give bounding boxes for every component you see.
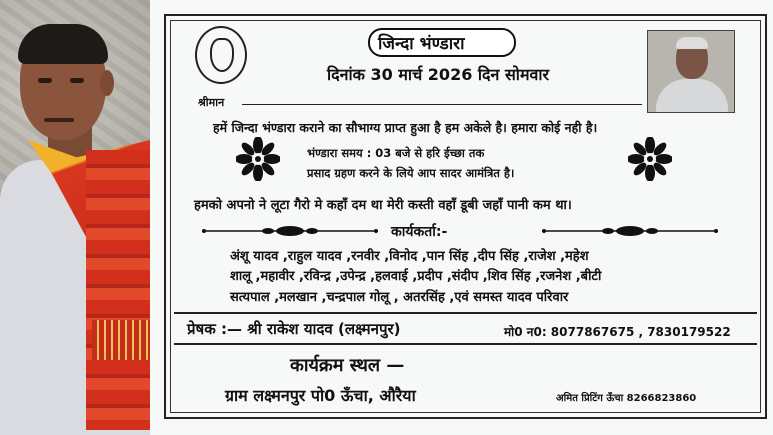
- date-line: दिनांक 30 मार्च 2026 दिन सोमवार: [327, 65, 550, 84]
- hair: [18, 24, 108, 64]
- left-eye: [38, 78, 52, 83]
- ganesh-figure: [210, 38, 234, 72]
- invitation-line: प्रसाद ग्रहण करने के लिये आप सादर आमंत्रित है।: [307, 166, 515, 180]
- intro-line: हमें जिन्दा भंण्डारा कराने का सौभाग्य प्राप्त हुआ है हम अकेले है। हमारा कोई नही है।: [213, 120, 598, 135]
- workers-heading: कार्यकर्ता:-: [391, 224, 448, 240]
- ganesh-emblem-icon: [195, 26, 247, 84]
- ornamental-divider-icon: [540, 224, 720, 238]
- scarf-border: [92, 320, 150, 360]
- card-title: जिन्दा भंण्डारा: [378, 34, 465, 54]
- couplet-line: हमको अपनो ने लूटा गैरो मे कहाँ दम था मेरी कस्ती वहाँ डूबी जहाँ पानी कम था।: [194, 198, 572, 213]
- scarf-stripes: [86, 150, 150, 430]
- ornamental-divider-icon: [200, 224, 380, 238]
- workers-names-line: शालू ,महावीर ,रविन्द्र ,उपेन्द्र ,हलवाई ,प्रदीप ,संदीप ,शिव सिंह ,रजनेश ,बीटी: [230, 269, 602, 284]
- workers-names-line: सत्यपाल ,मलखान ,चन्द्रपाल गोलू , अतरसिंह ,एवं समस्त यादव परिवार: [230, 290, 569, 305]
- mouth: [44, 118, 74, 122]
- venue-heading: कार्यक्रम स्थल —: [290, 355, 405, 376]
- person-photo: [0, 0, 150, 435]
- ear: [100, 70, 114, 96]
- right-eye: [70, 78, 84, 83]
- rangoli-flower-icon: [628, 137, 672, 181]
- rangoli-flower-icon: [236, 137, 280, 181]
- portrait-shirt: [656, 79, 728, 113]
- salutation: श्रीमान: [198, 96, 225, 109]
- invitation-card: [150, 0, 773, 435]
- printer-credit: अमित प्रिटिंग ऊँचा 8266823860: [556, 393, 697, 404]
- mobile-numbers: मो0 न0: 8077867675 , 7830179522: [504, 325, 731, 339]
- timing-line: भंण्डारा समय : 03 बजे से हरि ईच्छा तक: [307, 146, 485, 160]
- salutation-blank-line: [242, 104, 642, 105]
- elder-portrait: [647, 30, 735, 113]
- workers-names-line: अंशू यादव ,राहुल यादव ,रनवीर ,विनोद ,पान सिंह ,दीप सिंह ,राजेश ,महेश: [230, 249, 589, 264]
- venue-address: ग्राम लक्ष्मनपुर पो0 ऊँचा, औरैया: [225, 386, 416, 405]
- portrait-hair: [676, 37, 708, 49]
- sender: प्रेषक :— श्री राकेश यादव (लक्ष्मनपुर): [187, 320, 401, 338]
